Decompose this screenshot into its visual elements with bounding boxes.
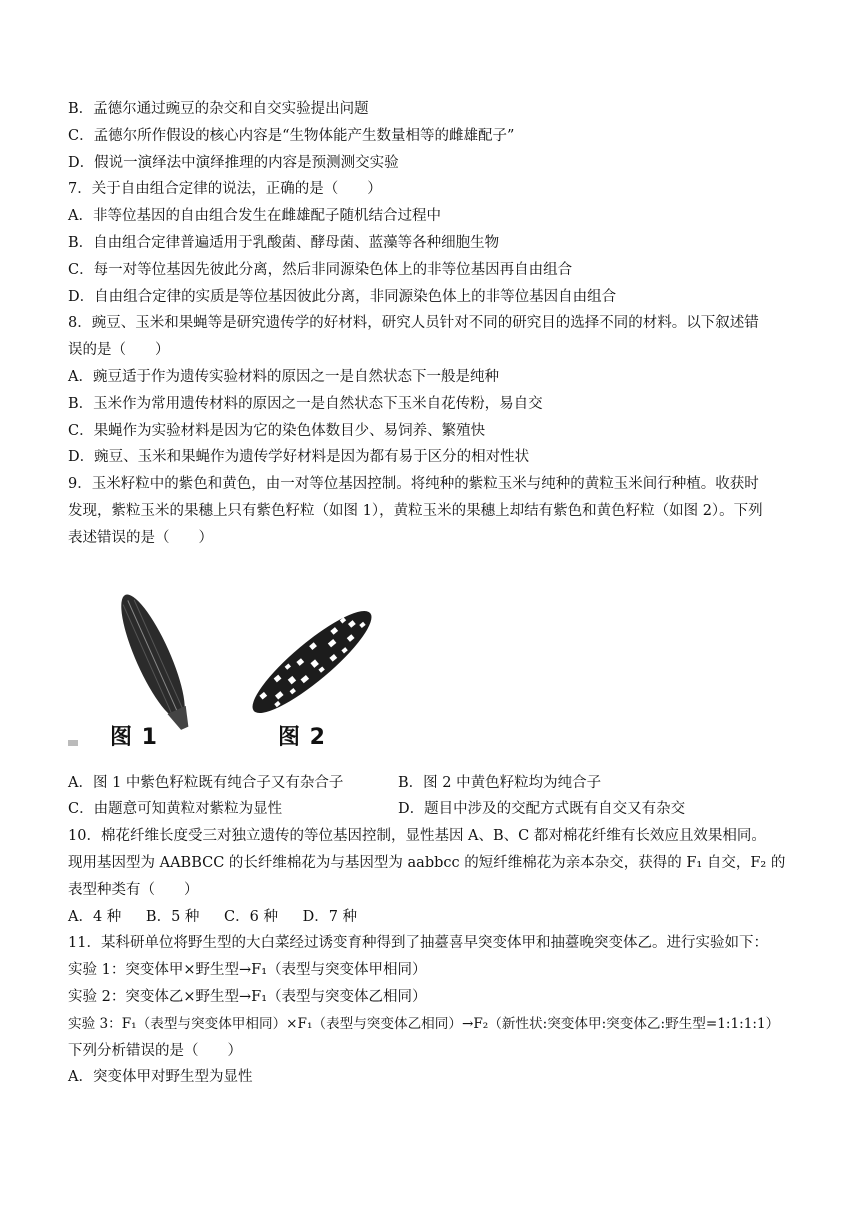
q6-option-d: D．假说一演绎法中演绎推理的内容是预测测交实验 bbox=[68, 154, 399, 171]
q11-experiment-3: 实验 3：F₁（表型与突变体甲相同）×F₁（表型与突变体乙相同）→F₂（新性状:突变体甲:突变体乙:野生型=1:1:1:1） bbox=[68, 1015, 780, 1032]
q8-stem-line1: 8．豌豆、玉米和果蝇等是研究遗传学的好材料，研究人员针对不同的研究目的选择不同的材料。以下叙述错 bbox=[68, 315, 759, 332]
q7-option-b: B．自由组合定律普遍适用于乳酸菌、酵母菌、蓝藻等各种细胞生物 bbox=[68, 234, 500, 251]
figure-1-caption: 图 1 bbox=[110, 724, 158, 750]
q9-option-d: D．题目中涉及的交配方式既有自交又有杂交 bbox=[398, 801, 686, 818]
q11-option-a: A．突变体甲对野生型为显性 bbox=[68, 1069, 253, 1086]
q10-option-d: D．7 种 bbox=[302, 908, 358, 925]
q9-stem-line3: 表述错误的是（ ） bbox=[68, 529, 213, 546]
figure-2-caption: 图 2 bbox=[278, 724, 326, 750]
q9-stem-line2: 发现，紫粒玉米的果穗上只有紫色籽粒（如图 1），黄粒玉米的果穗上却结有紫色和黄色籽粒（如图 2）。下列 bbox=[68, 502, 763, 519]
q8-option-a: A．豌豆适于作为遗传实验材料的原因之一是自然状态下一般是纯种 bbox=[68, 368, 499, 385]
q6-option-c: C．孟德尔所作假设的核心内容是“生物体能产生数量相等的雌雄配子” bbox=[68, 127, 515, 144]
q9-options-row1 bbox=[68, 770, 808, 797]
q10-option-a: A．4 种 bbox=[68, 908, 122, 925]
q10-stem-line3: 表型种类有（ ） bbox=[68, 881, 199, 898]
q8-option-b: B．玉米作为常用遗传材料的原因之一是自然状态下玉米自花传粉，易自交 bbox=[68, 395, 543, 412]
exam-page bbox=[68, 96, 808, 1091]
q10-option-c: C．6 种 bbox=[224, 908, 278, 925]
q7-stem: 7．关于自由组合定律的说法，正确的是（ ） bbox=[68, 181, 382, 198]
q9-option-a: A．图 1 中紫色籽粒既有纯合子又有杂合子 bbox=[68, 774, 344, 791]
q7-option-d: D．自由组合定律的实质是等位基因彼此分离，非同源染色体上的非等位基因自由组合 bbox=[68, 288, 617, 305]
corn-figure bbox=[68, 552, 808, 770]
q10-stem-line1: 10．棉花纤维长度受三对独立遗传的等位基因控制，显性基因 A、B、C 都对棉花纤维有长效应且效果相同。 bbox=[68, 828, 766, 845]
q9-stem-line1: 9．玉米籽粒中的紫色和黄色，由一对等位基因控制。将纯种的紫粒玉米与纯种的黄粒玉米间行种植。收获时 bbox=[68, 476, 759, 493]
corn-ear-fig1 bbox=[110, 588, 200, 735]
q7-option-a: A．非等位基因的自由组合发生在雌雄配子随机结合过程中 bbox=[68, 208, 441, 225]
corn-ear-fig2 bbox=[242, 598, 383, 725]
q11-experiment-2: 实验 2：突变体乙×野生型→F₁（表型与突变体乙相同） bbox=[68, 988, 427, 1005]
q11-stem: 11．某科研单位将野生型的大白菜经过诱变育种得到了抽薹喜早突变体甲和抽薹晚突变体乙。进行实验如下： bbox=[68, 935, 768, 952]
q11-stem-line2: 下列分析错误的是（ ） bbox=[68, 1042, 242, 1059]
q8-option-c: C．果蝇作为实验材料是因为它的染色体数目少、易饲养、繁殖快 bbox=[68, 422, 486, 439]
q10-option-b: B．5 种 bbox=[145, 908, 200, 925]
q11-experiment-1: 实验 1：突变体甲×野生型→F₁（表型与突变体甲相同） bbox=[68, 962, 427, 979]
q8-option-d: D．豌豆、玉米和果蝇作为遗传学好材料是因为都有易于区分的相对性状 bbox=[68, 449, 530, 466]
q8-stem-line2: 误的是（ ） bbox=[68, 342, 170, 359]
q9-option-c: C．由题意可知黄粒对紫粒为显性 bbox=[68, 801, 283, 818]
q9-options-row2 bbox=[68, 796, 808, 823]
q9-option-b: B．图 2 中黄色籽粒均为纯合子 bbox=[398, 774, 602, 791]
q6-option-b: B．孟德尔通过豌豆的杂交和自交实验提出问题 bbox=[68, 101, 369, 117]
q7-option-c: C．每一对等位基因先彼此分离，然后非同源染色体上的非等位基因再自由组合 bbox=[68, 261, 573, 278]
q10-stem-line2: 现用基因型为 AABBCC 的长纤维棉花为与基因型为 aabbcc 的短纤维棉花为亲本杂交，获得的 F₁ 自交，F₂ 的 bbox=[68, 854, 786, 871]
q10-options bbox=[68, 904, 808, 931]
